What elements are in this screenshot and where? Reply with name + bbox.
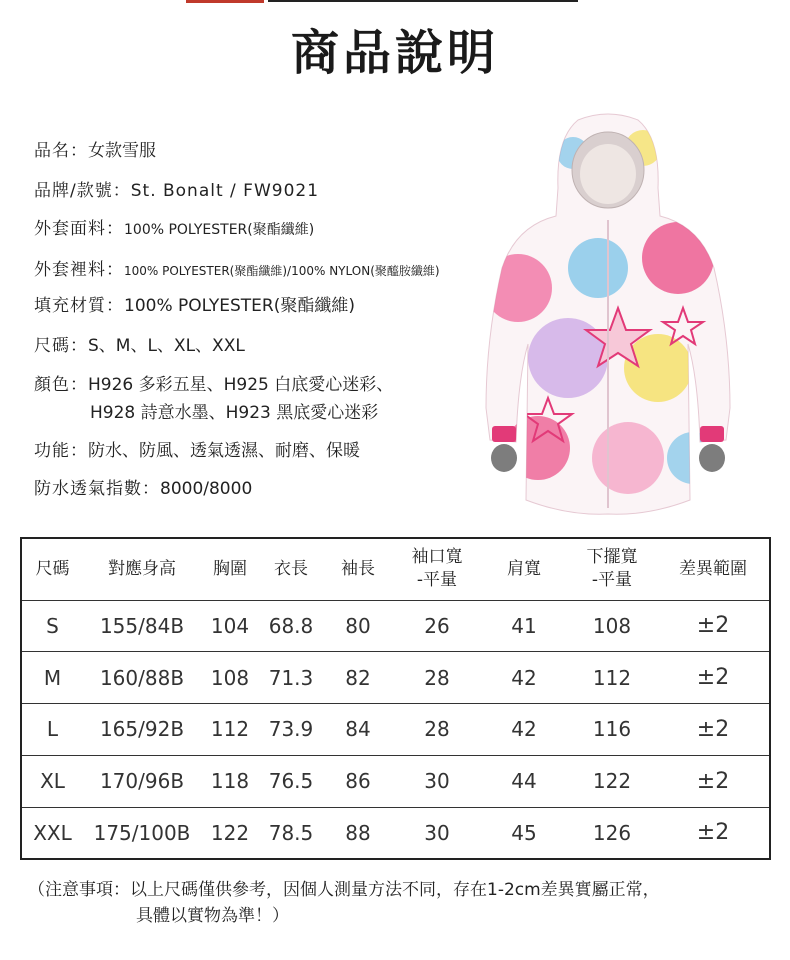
col-header-size: 尺碼 — [21, 538, 83, 600]
col-header-sleeve: 袖長 — [323, 538, 393, 600]
cell-length: 73.9 — [259, 704, 323, 756]
cell-cuff: 26 — [393, 600, 481, 652]
spec-sizes — [34, 331, 245, 356]
cell-hem: 122 — [567, 755, 657, 807]
cell-shoulder: 42 — [481, 704, 567, 756]
cell-sleeve: 88 — [345, 820, 371, 845]
cell-height: 170/96B — [83, 755, 201, 807]
cell-chest: 122 — [210, 820, 250, 845]
cell-cuff: 28 — [393, 652, 481, 704]
cell-shoulder: 45 — [511, 820, 537, 845]
table-row — [21, 652, 770, 704]
cell-height: 155/84B — [83, 600, 201, 652]
cell-shoulder: 42 — [481, 652, 567, 704]
cell-hem: 108 — [567, 600, 657, 652]
spec-value: 100% POLYESTER(聚酯纖維) — [124, 222, 315, 238]
cell-size: XXL — [33, 820, 72, 845]
cell-sleeve: 86 — [323, 755, 393, 807]
spec-label: 顏色： — [34, 375, 88, 395]
note-line-1: （注意事項：以上尺碼僅供參考，因個人測量方法不同，存在1-2cm差異實屬正常， — [28, 880, 660, 900]
spec-value: 100% POLYESTER(聚酯纖維)/100% NYLON(聚醯胺纖維) — [124, 264, 440, 278]
cell-height: 175/100B — [93, 820, 191, 845]
spec-colors — [34, 370, 393, 395]
spec-value: 8000/8000 — [160, 479, 253, 499]
table-row — [21, 600, 770, 652]
cell-length: 78.5 — [268, 820, 314, 845]
cell-length: 68.8 — [259, 600, 323, 652]
spec-colors-line2 — [90, 398, 378, 423]
col-header-height: 對應身高 — [83, 538, 201, 600]
cell-chest: 112 — [201, 704, 259, 756]
spec-value: H928 詩意水墨、H923 黑底愛心迷彩 — [90, 403, 379, 423]
spec-lining-fabric — [34, 255, 440, 280]
cell-height: 160/88B — [83, 652, 201, 704]
spec-shell-fabric — [34, 214, 314, 239]
jacket-product-image — [478, 108, 738, 528]
spec-value: St. Bonalt / FW9021 — [130, 181, 320, 201]
cell-hem: 112 — [567, 652, 657, 704]
cell-cuff: 30 — [393, 755, 481, 807]
spec-functions — [34, 436, 360, 461]
cell-size: L — [21, 704, 83, 756]
cell-sleeve: 84 — [323, 704, 393, 756]
cell-tolerance: ±2 — [696, 820, 730, 846]
cell-tolerance: ±2 — [657, 652, 770, 704]
note-line-2: 具體以實物為準！） — [136, 906, 289, 927]
spec-label: 功能： — [34, 441, 88, 461]
spec-value: 防水、防風、透氣透濕、耐磨、保暖 — [88, 441, 360, 461]
cell-size: S — [21, 600, 83, 652]
table-row — [21, 704, 770, 756]
cell-height: 165/92B — [83, 704, 201, 756]
spec-label: 填充材質： — [34, 296, 124, 316]
cell-chest: 108 — [201, 652, 259, 704]
cell-cuff: 30 — [424, 820, 450, 845]
cell-hem: 126 — [592, 820, 632, 845]
page-title: 商品說明 — [290, 25, 499, 81]
cell-sleeve: 82 — [323, 652, 393, 704]
col-header-length: 衣長 — [259, 538, 323, 600]
spec-brand-model — [34, 176, 319, 201]
col-header-shoulder: 肩寬 — [481, 538, 567, 600]
spec-label: 外套裡料： — [34, 260, 124, 280]
spec-label: 外套面料： — [34, 219, 124, 239]
cell-chest: 118 — [201, 755, 259, 807]
spec-label: 防水透氣指數： — [34, 479, 160, 499]
cell-length: 76.5 — [259, 755, 323, 807]
table-header-row — [21, 538, 770, 600]
col-header-hem: 下擺寬 -平量 — [567, 538, 657, 600]
table-row — [21, 807, 770, 859]
cell-tolerance: ±2 — [657, 600, 770, 652]
col-header-cuff: 袖口寬 -平量 — [393, 538, 481, 600]
size-note — [28, 877, 778, 930]
header-rule — [268, 0, 578, 2]
cell-length: 71.3 — [259, 652, 323, 704]
size-chart-table — [20, 537, 771, 860]
cell-chest: 104 — [201, 600, 259, 652]
header-accent-line — [186, 0, 264, 3]
col-header-chest: 胸圍 — [201, 538, 259, 600]
cell-sleeve: 80 — [323, 600, 393, 652]
cell-tolerance: ±2 — [657, 704, 770, 756]
spec-value: 100% POLYESTER(聚酯纖維) — [124, 296, 355, 316]
spec-product-name — [34, 136, 156, 161]
spec-label: 品名： — [34, 141, 88, 161]
spec-label: 品牌/款號： — [34, 181, 131, 201]
spec-label: 尺碼： — [34, 336, 88, 356]
cell-hem: 116 — [567, 704, 657, 756]
cell-tolerance: ±2 — [657, 755, 770, 807]
cell-size: M — [21, 652, 83, 704]
cell-size: XL — [21, 755, 83, 807]
spec-waterproof-rating — [34, 474, 252, 499]
spec-value: H926 多彩五星、H925 白底愛心迷彩、 — [88, 375, 394, 395]
spec-value: S、M、L、XL、XXL — [88, 336, 245, 356]
col-header-tolerance: 差異範圍 — [657, 538, 770, 600]
table-row — [21, 755, 770, 807]
spec-filling — [34, 291, 355, 316]
cell-cuff: 28 — [393, 704, 481, 756]
cell-shoulder: 44 — [481, 755, 567, 807]
cell-shoulder: 41 — [481, 600, 567, 652]
spec-value: 女款雪服 — [88, 141, 156, 161]
